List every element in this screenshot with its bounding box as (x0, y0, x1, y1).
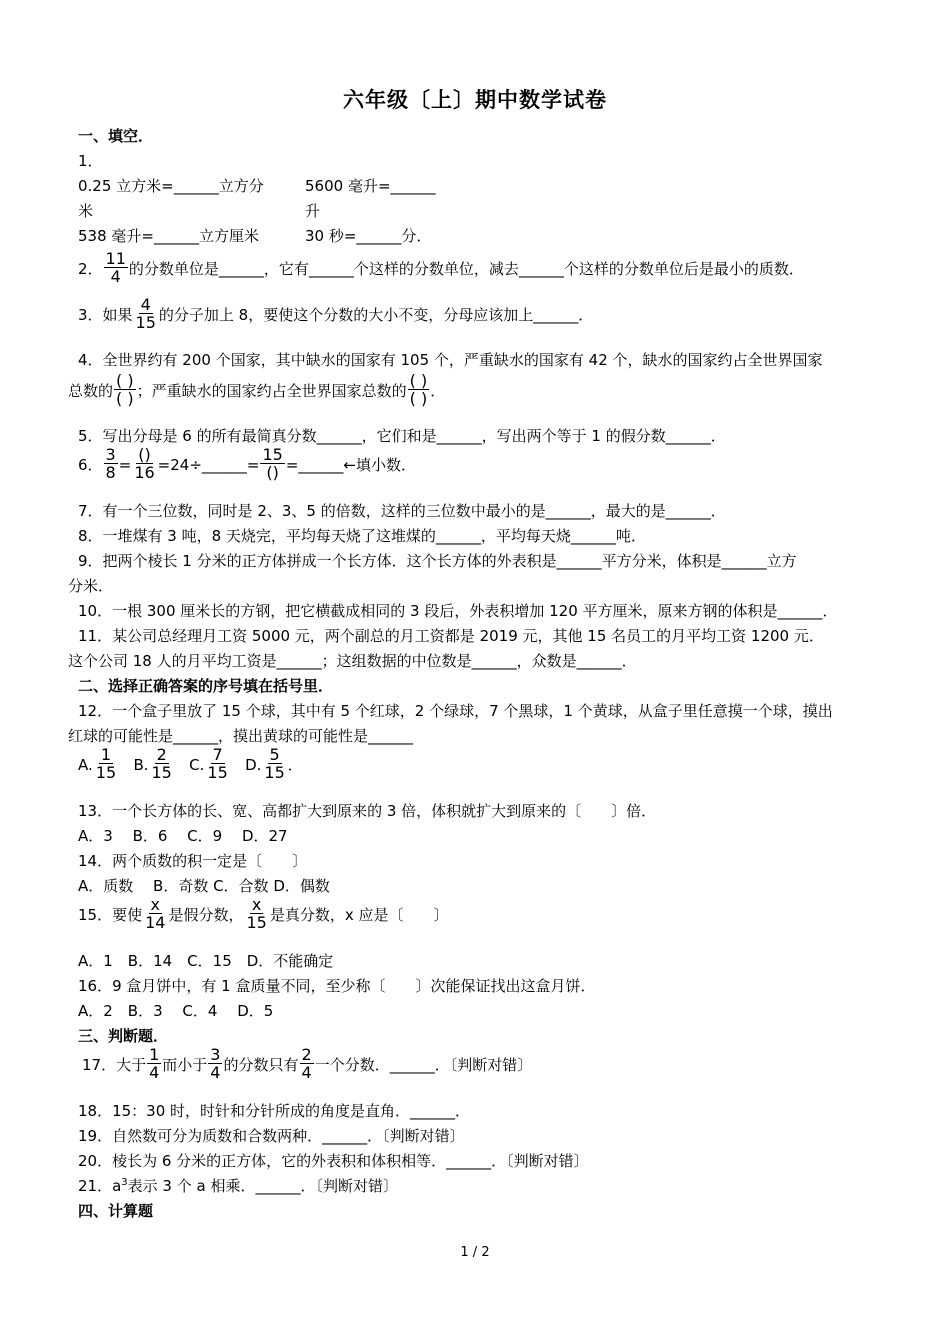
q1-part-b-cont: 升 (305, 202, 321, 220)
fraction: $\frac{4}{15}$ (135, 295, 156, 332)
fraction: $\frac{x}{14}$ (145, 895, 166, 932)
section-calculation: 四、计算题 (78, 1202, 154, 1220)
question-4-line1: 4．全世界约有 200 个国家，其中缺水的国家有 105 个，严重缺水的国家有 42 个，缺水的国家约占全世界国家 (78, 351, 823, 369)
fraction: $\frac{15}{()}$ (262, 445, 283, 482)
question-16-options: A．2 B．3 C．4 D．5 (78, 1002, 274, 1020)
question-19: 19．自然数可分为质数和合数两种．______．〔判断对错〕 (78, 1127, 465, 1145)
question-4-line2: 总数的 $\frac{( )}{( )}$ ；严重缺水的国家约占全世界国家总数的 $\frac{( )}{( )}$ ． (68, 371, 446, 408)
q1-part-b: 5600 毫升=______ (305, 177, 436, 195)
question-21: 21．$a^3$表示 3 个 a 相乘．______．〔判断对错〕 (78, 1177, 398, 1195)
question-13-options: A．3 B．6 C．9 D．27 (78, 827, 288, 845)
blank-fraction: $\frac{( )}{( )}$ (116, 371, 134, 408)
question-2: 2． $\frac{11}{4}$ 的分数单位是______，它有______个这样的分数单位，减去______个这样的分数单位后是最小的质数． (78, 249, 804, 286)
question-17: 17．大于 $\frac{1}{4}$ 而小于 $\frac{3}{4}$ 的分数只有 $\frac{2}{4}$ 一个分数．______．〔判断对错〕 (82, 1045, 533, 1082)
question-13: 13．一个长方体的长、宽、高都扩大到原来的 3 倍，体积就扩大到原来的〔 〕倍． (78, 802, 657, 820)
fraction: $\frac{1}{4}$ (149, 1045, 160, 1082)
q1-number: 1． (78, 152, 103, 170)
question-12-line1: 12．一个盒子里放了 15 个球，其中有 5 个红球，2 个绿球，7 个黑球，1 个黄球，从盒子里任意摸一个球，摸出 (78, 702, 833, 720)
fraction: $\frac{3}{4}$ (210, 1045, 221, 1082)
question-7: 7．有一个三位数，同时是 2、3、5 的倍数，这样的三位数中最小的是______，最大的是______． (78, 502, 726, 520)
question-14-options: A．质数 B．奇数 C．合数 D．偶数 (78, 877, 330, 895)
fraction: $\frac{()}{16}$ (134, 445, 155, 482)
fraction: $\frac{7}{15}$ (207, 745, 228, 782)
question-9-line2: 分米． (68, 577, 114, 595)
fraction: $\frac{3}{8}$ (105, 445, 116, 482)
question-16: 16．9 盒月饼中，有 1 盒质量不同，至少称〔 〕次能保证找出这盒月饼． (78, 977, 596, 995)
question-15: 15．要使 $\frac{x}{14}$ 是假分数， $\frac{x}{15}$ 是真分数，x 应是〔 〕 (78, 895, 449, 932)
section-multiple-choice: 二、选择正确答案的序号填在括号里． (78, 677, 334, 695)
fraction: $\frac{2}{15}$ (151, 745, 172, 782)
question-9-line1: 9．把两个棱长 1 分米的正方体拼成一个长方体．这个长方体的外表积是______平方分米，体积是______立方 (78, 552, 797, 570)
q1-part-c: 538 毫升=______立方厘米 (78, 227, 259, 245)
question-11-line1: 11．某公司总经理月工资 5000 元，两个副总的月工资都是 2019 元，其他 15 名员工的月平均工资 1200 元． (78, 627, 824, 645)
question-8: 8．一堆煤有 3 吨，8 天烧完，平均每天烧了这堆煤的______，平均每天烧______吨． (78, 527, 646, 545)
question-3: 3．如果 $\frac{4}{15}$ 的分子加上 8，要使这个分数的大小不变，分母应该加上______． (78, 295, 594, 332)
question-12-line2: 红球的可能性是______，摸出黄球的可能性是______ (68, 727, 414, 745)
question-6: 6． $\frac{3}{8}$ = $\frac{()}{16}$ =24÷______= $\frac{15}{()}$ =______←填小数． (78, 445, 416, 482)
page-title: 六年级〔上〕期中数学试卷 (343, 88, 607, 112)
question-11-line2: 这个公司 18 人的月平均工资是______；这组数据的中位数是______，众数是______． (68, 652, 637, 670)
section-fill-blank: 一、填空． (78, 127, 154, 145)
fraction: $\frac{2}{4}$ (301, 1045, 312, 1082)
fraction: $\frac{11}{4}$ (105, 249, 126, 286)
question-20: 20．棱长为 6 分米的正方体，它的外表积和体积相等．______．〔判断对错〕 (78, 1152, 589, 1170)
question-18: 18．15：30 时，时针和分针所成的角度是直角．______． (78, 1102, 471, 1120)
section-true-false: 三、判断题． (78, 1027, 169, 1045)
q1-part-a: 0.25 立方米=______立方分 (78, 177, 264, 195)
fraction: $\frac{1}{15}$ (95, 745, 117, 782)
question-10: 10．一根 300 厘米长的方钢，把它横截成相同的 3 段后，外表积增加 120 平方厘米，原来方钢的体积是______． (78, 602, 838, 620)
question-14: 14．两个质数的积一定是〔 〕 (78, 852, 308, 870)
blank-fraction: $\frac{( )}{( )}$ (409, 371, 428, 408)
question-15-options: A．1 B．14 C．15 D．不能确定 (78, 952, 334, 970)
fraction: $\frac{5}{15}$ (264, 745, 285, 782)
q1-part-d: 30 秒=______分． (305, 227, 432, 245)
q1-part-a-cont: 米 (78, 202, 94, 220)
question-5: 5．写出分母是 6 的所有最简真分数______，它们和是______，写出两个等于 1 的假分数______． (78, 427, 726, 445)
fraction: $\frac{x}{15}$ (246, 895, 267, 932)
option-c: C. $\frac{7}{15}$ (189, 745, 228, 782)
option-d: D. $\frac{5}{15}$ (245, 745, 285, 782)
option-a: A. $\frac{1}{15}$ (78, 745, 117, 782)
option-b: B. $\frac{2}{15}$ (133, 745, 172, 782)
page-number: 1 / 2 (460, 1245, 490, 1260)
question-12-options: A. $\frac{1}{15}$ B. $\frac{2}{15}$ C. $\frac{7}{15}$ D. $\frac{5}{15}$ ． (78, 745, 303, 782)
